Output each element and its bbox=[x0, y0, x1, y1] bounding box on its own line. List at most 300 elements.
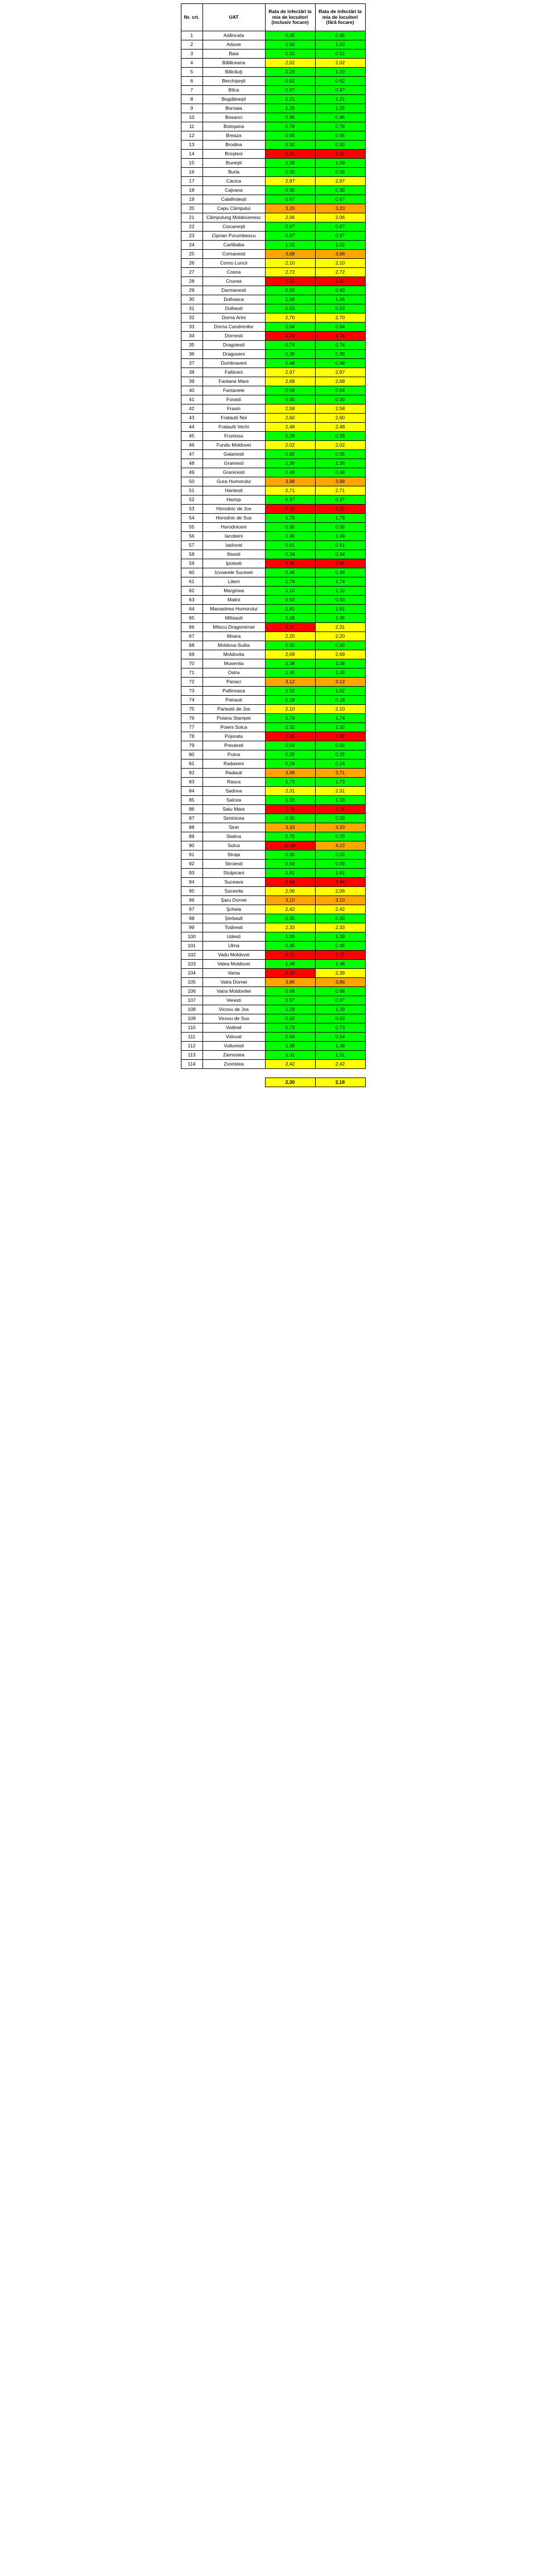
uat-name: Izvoarele Sucevei bbox=[202, 568, 265, 577]
row-index: 21 bbox=[181, 213, 202, 222]
rate-excluding-outbreaks: 2,31 bbox=[315, 623, 365, 632]
rate-including-outbreaks: 0,52 bbox=[265, 49, 315, 59]
uat-name: Putna bbox=[202, 750, 265, 759]
total-empty-uat bbox=[202, 1078, 265, 1087]
table-row bbox=[181, 59, 365, 68]
rate-including-outbreaks: 0,30 bbox=[265, 186, 315, 195]
rate-excluding-outbreaks: 5,20 bbox=[315, 505, 365, 514]
column-header-uat: UAT bbox=[202, 4, 265, 31]
uat-name: Boroaia bbox=[202, 104, 265, 113]
footer-spacer-cell bbox=[315, 1069, 365, 1078]
rate-including-outbreaks: 2,60 bbox=[265, 414, 315, 423]
rate-including-outbreaks: 1,32 bbox=[265, 723, 315, 732]
table-row bbox=[181, 104, 365, 113]
rate-including-outbreaks: 2,97 bbox=[265, 368, 315, 377]
uat-name: Vatra Moldovitei bbox=[202, 987, 265, 996]
table-row bbox=[181, 477, 365, 486]
row-index: 14 bbox=[181, 150, 202, 159]
uat-name: Frumosu bbox=[202, 432, 265, 441]
uat-name: Radaseni bbox=[202, 759, 265, 769]
table-header bbox=[181, 4, 365, 31]
uat-name: Gramesti bbox=[202, 459, 265, 468]
table-row bbox=[181, 568, 365, 577]
table-row bbox=[181, 841, 365, 851]
rate-including-outbreaks: 5,20 bbox=[265, 505, 315, 514]
rate-including-outbreaks: 0,74 bbox=[265, 341, 315, 350]
rate-including-outbreaks: 2,72 bbox=[265, 268, 315, 277]
table-row bbox=[181, 341, 365, 350]
row-index: 63 bbox=[181, 596, 202, 605]
table-row bbox=[181, 832, 365, 841]
rate-including-outbreaks: 0,64 bbox=[265, 1033, 315, 1042]
infection-rate-table bbox=[181, 3, 366, 1087]
table-row bbox=[181, 823, 365, 832]
rate-including-outbreaks: 3,86 bbox=[265, 978, 315, 987]
rate-including-outbreaks: 3,31 bbox=[265, 150, 315, 159]
uat-name: Ulma bbox=[202, 942, 265, 951]
row-index: 83 bbox=[181, 778, 202, 787]
rate-including-outbreaks: 0,96 bbox=[265, 113, 315, 122]
row-index: 52 bbox=[181, 496, 202, 505]
rate-excluding-outbreaks: 0,18 bbox=[315, 696, 365, 705]
rate-including-outbreaks: 0,64 bbox=[265, 323, 315, 332]
rate-including-outbreaks: 1,23 bbox=[265, 68, 315, 77]
rate-excluding-outbreaks: 0,68 bbox=[315, 987, 365, 996]
row-index: 90 bbox=[181, 841, 202, 851]
uat-name: Vadu Moldovei bbox=[202, 951, 265, 960]
rate-excluding-outbreaks: 2,10 bbox=[315, 705, 365, 714]
row-index: 3 bbox=[181, 49, 202, 59]
rate-including-outbreaks: 0,68 bbox=[265, 987, 315, 996]
rate-including-outbreaks: 3,37 bbox=[265, 623, 315, 632]
table-row bbox=[181, 268, 365, 277]
uat-name: Siminicea bbox=[202, 814, 265, 823]
rate-including-outbreaks: 0,46 bbox=[265, 568, 315, 577]
rate-including-outbreaks: 2,42 bbox=[265, 905, 315, 914]
rate-including-outbreaks: 0,63 bbox=[265, 1014, 315, 1023]
row-index: 6 bbox=[181, 77, 202, 86]
row-index: 23 bbox=[181, 232, 202, 241]
rate-excluding-outbreaks: 2,06 bbox=[315, 213, 365, 222]
rate-excluding-outbreaks: 1,81 bbox=[315, 869, 365, 878]
rate-including-outbreaks: 0,00 bbox=[265, 523, 315, 532]
rate-excluding-outbreaks: 2,68 bbox=[315, 377, 365, 386]
rate-excluding-outbreaks: 3,86 bbox=[315, 978, 365, 987]
rate-excluding-outbreaks: 2,69 bbox=[315, 650, 365, 659]
rate-including-outbreaks: 1,09 bbox=[265, 932, 315, 942]
row-index: 59 bbox=[181, 559, 202, 568]
rate-excluding-outbreaks: 1,62 bbox=[315, 687, 365, 696]
table-row bbox=[181, 541, 365, 550]
table-row bbox=[181, 650, 365, 659]
uat-name: Suceava bbox=[202, 878, 265, 887]
table-row bbox=[181, 532, 365, 541]
row-index: 107 bbox=[181, 996, 202, 1005]
uat-name: Burla bbox=[202, 168, 265, 177]
table-row bbox=[181, 368, 365, 377]
row-index: 13 bbox=[181, 141, 202, 150]
table-row bbox=[181, 1033, 365, 1042]
table-row bbox=[181, 450, 365, 459]
rate-excluding-outbreaks: 3,76 bbox=[315, 805, 365, 814]
rate-including-outbreaks: 3,10 bbox=[265, 896, 315, 905]
row-index: 15 bbox=[181, 159, 202, 168]
table-row bbox=[181, 951, 365, 960]
row-index: 19 bbox=[181, 195, 202, 204]
table-row bbox=[181, 668, 365, 678]
uat-name: Veresti bbox=[202, 996, 265, 1005]
table-row bbox=[181, 49, 365, 59]
table-row bbox=[181, 732, 365, 741]
table-row bbox=[181, 796, 365, 805]
uat-name: Brodina bbox=[202, 141, 265, 150]
rate-excluding-outbreaks: 1,23 bbox=[315, 68, 365, 77]
total-empty-nr bbox=[181, 1078, 202, 1087]
table-row bbox=[181, 250, 365, 259]
table-row bbox=[181, 286, 365, 295]
uat-name: Gura Humorului bbox=[202, 477, 265, 486]
rate-including-outbreaks: 3,98 bbox=[265, 477, 315, 486]
row-index: 67 bbox=[181, 632, 202, 641]
table-row bbox=[181, 987, 365, 996]
rate-including-outbreaks: 0,56 bbox=[265, 741, 315, 750]
row-index: 78 bbox=[181, 732, 202, 741]
rate-excluding-outbreaks: 1,25 bbox=[315, 104, 365, 113]
row-index: 70 bbox=[181, 659, 202, 668]
row-index: 66 bbox=[181, 623, 202, 632]
uat-name: Salcea bbox=[202, 796, 265, 805]
uat-name: Valea Moldovei bbox=[202, 960, 265, 969]
footer-spacer-cell bbox=[181, 1069, 202, 1078]
uat-name: Bilca bbox=[202, 86, 265, 95]
rate-including-outbreaks: 0,48 bbox=[265, 359, 315, 368]
uat-name: Partestii de Jos bbox=[202, 705, 265, 714]
rate-excluding-outbreaks: 0,48 bbox=[315, 359, 365, 368]
rate-excluding-outbreaks: 2,97 bbox=[315, 177, 365, 186]
row-index: 7 bbox=[181, 86, 202, 95]
row-index: 81 bbox=[181, 759, 202, 769]
rate-including-outbreaks: 1,31 bbox=[265, 1051, 315, 1060]
rate-excluding-outbreaks: 0,00 bbox=[315, 523, 365, 532]
rate-including-outbreaks: 0,62 bbox=[265, 77, 315, 86]
row-index: 96 bbox=[181, 896, 202, 905]
table-row bbox=[181, 559, 365, 568]
table-row bbox=[181, 77, 365, 86]
rate-excluding-outbreaks: 2,39 bbox=[315, 969, 365, 978]
row-index: 28 bbox=[181, 277, 202, 286]
uat-name: Fratautii Noi bbox=[202, 414, 265, 423]
row-index: 68 bbox=[181, 641, 202, 650]
rate-including-outbreaks: 1,74 bbox=[265, 577, 315, 587]
uat-name: Moara bbox=[202, 632, 265, 641]
row-index: 4 bbox=[181, 59, 202, 68]
row-index: 97 bbox=[181, 905, 202, 914]
column-header-rate-including-outbreaks: Rata de infectări la mia de locuitori (inclusiv focare) bbox=[265, 4, 315, 31]
rate-including-outbreaks: 1,29 bbox=[265, 1005, 315, 1014]
rate-including-outbreaks: 1,48 bbox=[265, 960, 315, 969]
rate-excluding-outbreaks: 3,73 bbox=[315, 951, 365, 960]
rate-including-outbreaks: 0,00 bbox=[265, 168, 315, 177]
table-row bbox=[181, 486, 365, 496]
rate-including-outbreaks: 1,81 bbox=[265, 605, 315, 614]
uat-name: Crucea bbox=[202, 277, 265, 286]
row-index: 17 bbox=[181, 177, 202, 186]
uat-name: Paltinoasa bbox=[202, 687, 265, 696]
row-index: 1 bbox=[181, 31, 202, 40]
table-row bbox=[181, 423, 365, 432]
rate-including-outbreaks: 0,63 bbox=[265, 596, 315, 605]
rate-including-outbreaks: 0,00 bbox=[265, 851, 315, 860]
row-index: 102 bbox=[181, 951, 202, 960]
uat-name: Siret bbox=[202, 823, 265, 832]
row-index: 111 bbox=[181, 1033, 202, 1042]
rate-excluding-outbreaks: 3,71 bbox=[315, 769, 365, 778]
row-index: 79 bbox=[181, 741, 202, 750]
uat-name: Cacica bbox=[202, 177, 265, 186]
table-row bbox=[181, 814, 365, 823]
uat-name: Granicesti bbox=[202, 468, 265, 477]
row-index: 53 bbox=[181, 505, 202, 514]
rate-excluding-outbreaks: 1,50 bbox=[315, 40, 365, 49]
rate-excluding-outbreaks: 0,56 bbox=[315, 741, 365, 750]
uat-name: Voitinel bbox=[202, 1023, 265, 1033]
rate-excluding-outbreaks: 0,00 bbox=[315, 851, 365, 860]
table-row bbox=[181, 705, 365, 714]
row-index: 49 bbox=[181, 468, 202, 477]
rate-excluding-outbreaks: 2,42 bbox=[315, 905, 365, 914]
table-row bbox=[181, 778, 365, 787]
table-row bbox=[181, 468, 365, 477]
table-row bbox=[181, 141, 365, 150]
uat-name: Fratautii Vechi bbox=[202, 423, 265, 432]
table-row bbox=[181, 878, 365, 887]
rate-excluding-outbreaks: 0,00 bbox=[315, 814, 365, 823]
rate-excluding-outbreaks: 0,67 bbox=[315, 195, 365, 204]
uat-name: Vulturesti bbox=[202, 1042, 265, 1051]
table-row bbox=[181, 232, 365, 241]
uat-name: Dolhasca bbox=[202, 295, 265, 304]
uat-name: Moldovita bbox=[202, 650, 265, 659]
row-index: 9 bbox=[181, 104, 202, 113]
row-index: 31 bbox=[181, 304, 202, 313]
row-index: 101 bbox=[181, 942, 202, 951]
table-row bbox=[181, 304, 365, 313]
uat-name: Şerbauti bbox=[202, 914, 265, 923]
column-header-nr: Nr. crt. bbox=[181, 4, 202, 31]
uat-name: Zamostea bbox=[202, 1051, 265, 1060]
table-row bbox=[181, 395, 365, 404]
uat-name: Sucevita bbox=[202, 887, 265, 896]
rate-excluding-outbreaks: 1,21 bbox=[315, 95, 365, 104]
rate-including-outbreaks: 1,50 bbox=[265, 40, 315, 49]
rate-including-outbreaks: 2,31 bbox=[265, 787, 315, 796]
row-index: 61 bbox=[181, 577, 202, 587]
row-index: 86 bbox=[181, 805, 202, 814]
uat-name: Arbore bbox=[202, 40, 265, 49]
rate-including-outbreaks: 0,29 bbox=[265, 432, 315, 441]
uat-name: Adâncata bbox=[202, 31, 265, 40]
row-index: 26 bbox=[181, 259, 202, 268]
row-index: 84 bbox=[181, 787, 202, 796]
uat-name: Breaza bbox=[202, 131, 265, 141]
uat-name: Botoşana bbox=[202, 122, 265, 131]
uat-name: Musenita bbox=[202, 659, 265, 668]
rate-excluding-outbreaks: 2,31 bbox=[315, 787, 365, 796]
row-index: 10 bbox=[181, 113, 202, 122]
table-row bbox=[181, 441, 365, 450]
rate-excluding-outbreaks: 0,30 bbox=[315, 186, 365, 195]
rate-including-outbreaks: 0,30 bbox=[265, 914, 315, 923]
table-row bbox=[181, 978, 365, 987]
rate-including-outbreaks: 3,76 bbox=[265, 805, 315, 814]
rate-including-outbreaks: 3,86 bbox=[265, 559, 315, 568]
rate-excluding-outbreaks: 3,35 bbox=[315, 732, 365, 741]
rate-including-outbreaks: 3,73 bbox=[265, 951, 315, 960]
rate-including-outbreaks: 0,37 bbox=[265, 496, 315, 505]
rate-excluding-outbreaks: 2,97 bbox=[315, 368, 365, 377]
row-index: 109 bbox=[181, 1014, 202, 1023]
rate-including-outbreaks: 3,20 bbox=[265, 204, 315, 213]
rate-including-outbreaks: 0,65 bbox=[265, 131, 315, 141]
uat-name: Ciocaneşti bbox=[202, 222, 265, 232]
uat-name: Dornesti bbox=[202, 332, 265, 341]
row-index: 58 bbox=[181, 550, 202, 559]
uat-name: Ostra bbox=[202, 668, 265, 678]
table-row bbox=[181, 505, 365, 514]
rate-excluding-outbreaks: 0,52 bbox=[315, 49, 365, 59]
rate-including-outbreaks: 2,33 bbox=[265, 923, 315, 932]
table-row bbox=[181, 769, 365, 778]
rate-excluding-outbreaks: 0,45 bbox=[315, 31, 365, 40]
row-index: 12 bbox=[181, 131, 202, 141]
table-row bbox=[181, 659, 365, 668]
uat-name: Bălcăuţi bbox=[202, 68, 265, 77]
uat-name: Solca bbox=[202, 841, 265, 851]
table-row bbox=[181, 432, 365, 441]
uat-name: Broşteni bbox=[202, 150, 265, 159]
table-row bbox=[181, 414, 365, 423]
row-index: 92 bbox=[181, 860, 202, 869]
rate-including-outbreaks: 0,45 bbox=[265, 31, 315, 40]
table-row bbox=[181, 523, 365, 532]
row-index: 60 bbox=[181, 568, 202, 577]
rate-including-outbreaks: 3,12 bbox=[265, 678, 315, 687]
rate-excluding-outbreaks: 1,74 bbox=[315, 577, 365, 587]
rate-excluding-outbreaks: 1,06 bbox=[315, 614, 365, 623]
uat-name: Iaslovat bbox=[202, 541, 265, 550]
table-row bbox=[181, 632, 365, 641]
rate-including-outbreaks: 3,33 bbox=[265, 823, 315, 832]
uat-name: Fundu Moldovei bbox=[202, 441, 265, 450]
rate-including-outbreaks: 1,33 bbox=[265, 796, 315, 805]
rate-including-outbreaks: 0,87 bbox=[265, 232, 315, 241]
row-index: 85 bbox=[181, 796, 202, 805]
rate-including-outbreaks: 0,34 bbox=[265, 550, 315, 559]
table-row bbox=[181, 459, 365, 468]
table-row bbox=[181, 150, 365, 159]
table-row bbox=[181, 168, 365, 177]
row-index: 72 bbox=[181, 678, 202, 687]
rate-excluding-outbreaks: 2,72 bbox=[315, 268, 365, 277]
rate-excluding-outbreaks: 0,39 bbox=[315, 350, 365, 359]
uat-name: Todiresti bbox=[202, 923, 265, 932]
rate-excluding-outbreaks: 0,46 bbox=[315, 568, 365, 577]
rate-excluding-outbreaks: 1,33 bbox=[315, 796, 365, 805]
table-row bbox=[181, 960, 365, 969]
uat-name: Cornu Luncii bbox=[202, 259, 265, 268]
rate-excluding-outbreaks: 0,83 bbox=[315, 286, 365, 295]
table-header-row bbox=[181, 4, 365, 31]
rate-including-outbreaks: 2,58 bbox=[265, 404, 315, 414]
table-row bbox=[181, 277, 365, 286]
rate-excluding-outbreaks: 3,31 bbox=[315, 150, 365, 159]
uat-name: Fantanele bbox=[202, 386, 265, 395]
table-row bbox=[181, 295, 365, 304]
table-row bbox=[181, 68, 365, 77]
table-row bbox=[181, 1051, 365, 1060]
rate-excluding-outbreaks: 2,33 bbox=[315, 923, 365, 932]
table-row bbox=[181, 851, 365, 860]
row-index: 114 bbox=[181, 1060, 202, 1069]
table-row bbox=[181, 896, 365, 905]
uat-name: Carlibaba bbox=[202, 241, 265, 250]
rate-excluding-outbreaks: 0,64 bbox=[315, 386, 365, 395]
table-row bbox=[181, 678, 365, 687]
table-row bbox=[181, 696, 365, 705]
rate-including-outbreaks: 1,36 bbox=[265, 459, 315, 468]
rate-including-outbreaks: 2,20 bbox=[265, 632, 315, 641]
row-index: 87 bbox=[181, 814, 202, 823]
column-header-rate-excluding-outbreaks: Rata de infectări la mia de locuitori (fără focare) bbox=[315, 4, 365, 31]
rate-including-outbreaks: 1,09 bbox=[265, 159, 315, 168]
rate-excluding-outbreaks: 3,20 bbox=[315, 204, 365, 213]
table-row bbox=[181, 195, 365, 204]
rate-excluding-outbreaks: 0,87 bbox=[315, 232, 365, 241]
rate-excluding-outbreaks: 2,02 bbox=[315, 441, 365, 450]
row-index: 65 bbox=[181, 614, 202, 623]
table-row bbox=[181, 1005, 365, 1014]
footer-spacer-row bbox=[181, 1069, 365, 1078]
row-index: 55 bbox=[181, 523, 202, 532]
table-row bbox=[181, 1023, 365, 1033]
rate-excluding-outbreaks: 3,12 bbox=[315, 678, 365, 687]
rate-including-outbreaks: 2,71 bbox=[265, 486, 315, 496]
uat-name: Ciprian Porumbescu bbox=[202, 232, 265, 241]
rate-including-outbreaks: 0,53 bbox=[265, 304, 315, 313]
uat-name: Berchişeşti bbox=[202, 77, 265, 86]
row-index: 8 bbox=[181, 95, 202, 104]
uat-name: Galanesti bbox=[202, 450, 265, 459]
uat-name: Forasti bbox=[202, 395, 265, 404]
uat-name: Volovat bbox=[202, 1033, 265, 1042]
rate-including-outbreaks: 1,62 bbox=[265, 687, 315, 696]
rate-excluding-outbreaks: 0,96 bbox=[315, 113, 365, 122]
uat-name: Frasin bbox=[202, 404, 265, 414]
row-index: 43 bbox=[181, 414, 202, 423]
row-index: 64 bbox=[181, 605, 202, 614]
table-row bbox=[181, 323, 365, 332]
rate-including-outbreaks: 0,59 bbox=[265, 860, 315, 869]
row-index: 98 bbox=[181, 914, 202, 923]
rate-excluding-outbreaks: 2,48 bbox=[315, 423, 365, 432]
rate-excluding-outbreaks: 0,53 bbox=[315, 304, 365, 313]
table-row bbox=[181, 1014, 365, 1023]
uat-name: Cajvana bbox=[202, 186, 265, 195]
table-row bbox=[181, 159, 365, 168]
rate-including-outbreaks: 2,02 bbox=[265, 59, 315, 68]
table-row bbox=[181, 86, 365, 95]
row-index: 94 bbox=[181, 878, 202, 887]
